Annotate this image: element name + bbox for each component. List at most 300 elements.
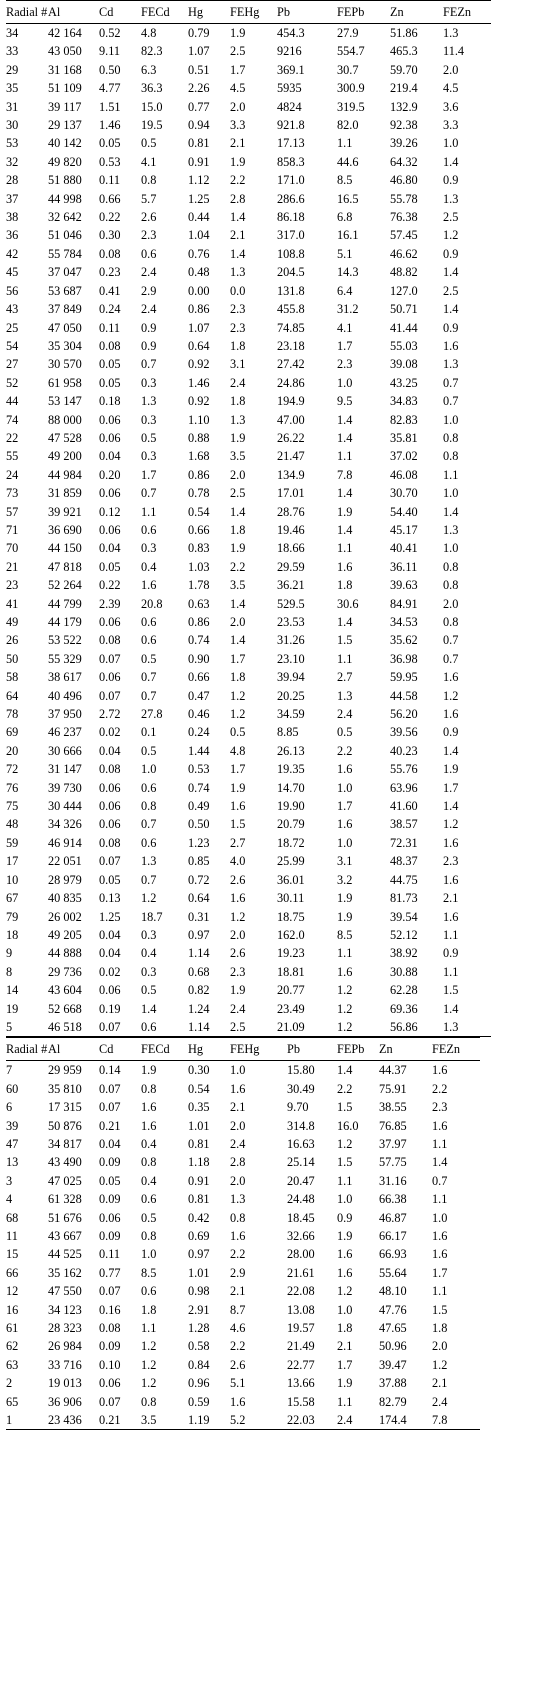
table-cell: 2.26 xyxy=(188,81,210,96)
table-cell: 1.7 xyxy=(141,467,157,482)
table-cell: 0.8 xyxy=(230,1210,246,1225)
table-cell: 0.6 xyxy=(141,1192,157,1207)
table-cell: 1.6 xyxy=(337,762,353,777)
table-cell: 29 137 xyxy=(48,118,82,133)
table-cell: 0.54 xyxy=(188,1081,210,1096)
table-cell: 49 200 xyxy=(48,449,82,464)
table-cell: 0.02 xyxy=(99,964,121,979)
table-cell: 30 666 xyxy=(48,743,82,758)
table-cell: 1.2 xyxy=(141,1376,157,1391)
table-cell: 1.4 xyxy=(443,504,459,519)
table-cell: 4.1 xyxy=(141,154,157,169)
table-cell: 69 xyxy=(6,725,19,740)
table-row xyxy=(6,742,491,760)
table-cell: 455.8 xyxy=(277,302,305,317)
table-cell: 2.72 xyxy=(99,707,121,722)
table-cell: 1.4 xyxy=(230,246,246,261)
table-cell: 71 xyxy=(6,522,19,537)
table-row xyxy=(6,631,491,649)
table-cell: 2.0 xyxy=(230,99,246,114)
table-cell: 75.91 xyxy=(379,1081,407,1096)
table-cell: 0.06 xyxy=(99,430,121,445)
table-cell: 46 914 xyxy=(48,835,82,850)
table-cell: 45 xyxy=(6,265,19,280)
table-cell: 1.8 xyxy=(337,578,353,593)
table-cell: 56.20 xyxy=(390,707,418,722)
table-row xyxy=(6,1282,480,1300)
table-cell: 0.30 xyxy=(99,228,121,243)
table-cell: 2.1 xyxy=(230,136,246,151)
table-cell: 32 xyxy=(6,154,19,169)
table-cell: 35 810 xyxy=(48,1081,82,1096)
table-cell: 0.07 xyxy=(99,651,121,666)
table-cell: 0.49 xyxy=(188,799,210,814)
table-cell: 0.8 xyxy=(443,578,459,593)
table-cell: 26 xyxy=(6,633,19,648)
table-cell: 34 817 xyxy=(48,1136,82,1151)
table-cell: 51 676 xyxy=(48,1210,82,1225)
table-cell: 0.24 xyxy=(188,725,210,740)
table-cell: 0.16 xyxy=(99,1302,121,1317)
table-cell: 53 147 xyxy=(48,394,82,409)
table-cell: 1.4 xyxy=(432,1155,448,1170)
table-row xyxy=(6,245,491,263)
table-cell: 0.11 xyxy=(99,1247,121,1262)
table-cell: 21.09 xyxy=(277,1019,305,1034)
table-cell: 1.2 xyxy=(141,891,157,906)
table-cell: 1.4 xyxy=(337,412,353,427)
table-cell: 0.66 xyxy=(188,522,210,537)
table-row xyxy=(6,1098,480,1116)
table-cell: 1.1 xyxy=(337,541,353,556)
table-cell: 92.38 xyxy=(390,118,418,133)
table-cell: 1.0 xyxy=(443,136,459,151)
table-cell: 8.5 xyxy=(141,1265,157,1280)
table-cell: 21.61 xyxy=(287,1265,315,1280)
table-cell: 1.6 xyxy=(230,891,246,906)
table-cell: 1.9 xyxy=(337,1229,353,1243)
table-cell: 66.38 xyxy=(379,1192,407,1207)
table-cell: 47.65 xyxy=(379,1321,407,1336)
table-row xyxy=(6,650,491,668)
table-cell: 0.64 xyxy=(188,338,210,353)
table-cell: 56.86 xyxy=(390,1019,418,1034)
table-cell: 0.08 xyxy=(99,762,121,777)
table-cell: 2.2 xyxy=(230,1247,246,1262)
table-cell: 3.2 xyxy=(337,872,353,887)
table-row xyxy=(6,447,491,465)
table-cell: 28.00 xyxy=(287,1247,315,1262)
table-cell: 1.9 xyxy=(230,983,246,998)
table-cell: 16 xyxy=(6,1302,19,1317)
table-cell: 0.6 xyxy=(141,246,157,261)
table-cell: 0.6 xyxy=(141,780,157,795)
table-cell: 39.94 xyxy=(277,670,305,685)
table-cell: 0.8 xyxy=(443,559,459,574)
table-cell: 47 818 xyxy=(48,559,82,574)
table-cell: 2.0 xyxy=(230,1173,246,1188)
table-cell: 49 205 xyxy=(48,927,82,942)
table-cell: 0.11 xyxy=(99,320,121,335)
table-cell: 204.5 xyxy=(277,265,305,280)
table-cell: 0.06 xyxy=(99,522,121,537)
table-cell: 61 958 xyxy=(48,375,82,390)
table-row xyxy=(6,1172,480,1190)
table-cell: 0.81 xyxy=(188,136,210,151)
table-cell: 1.0 xyxy=(337,375,353,390)
table-row xyxy=(6,61,491,79)
table-cell: 0.09 xyxy=(99,1229,121,1243)
table-row xyxy=(6,889,491,907)
table-cell: 30.7 xyxy=(337,62,359,77)
table-cell: 37.88 xyxy=(379,1376,407,1391)
table-cell: 1.3 xyxy=(230,412,246,427)
table-cell: 37 849 xyxy=(48,302,82,317)
table-cell: 0.79 xyxy=(188,26,210,40)
table-cell: 8.5 xyxy=(337,173,353,188)
table-cell: 0.4 xyxy=(141,946,157,961)
table-cell: 82.3 xyxy=(141,44,163,59)
table-cell: 39.47 xyxy=(379,1357,407,1372)
table-cell: 55 784 xyxy=(48,246,82,261)
table-cell: 44 984 xyxy=(48,467,82,482)
table-cell: 39.08 xyxy=(390,357,418,372)
table-cell: 52.12 xyxy=(390,927,418,942)
table-cell: 60 xyxy=(6,1081,19,1096)
table-cell: 0.12 xyxy=(99,504,121,519)
table-cell: 16.63 xyxy=(287,1136,315,1151)
table-cell: 1.0 xyxy=(432,1210,448,1225)
table-cell: 18.81 xyxy=(277,964,305,979)
table-cell: 0.8 xyxy=(141,1155,157,1170)
table-cell: 0.81 xyxy=(188,1192,210,1207)
table-cell: 74 xyxy=(6,412,19,427)
table-cell: 0.08 xyxy=(99,835,121,850)
table-cell: 52 xyxy=(6,375,19,390)
table-cell: 5.1 xyxy=(230,1376,246,1391)
table-cell: 0.22 xyxy=(99,578,121,593)
table-cell: 1.2 xyxy=(337,1284,353,1299)
table-cell: 2.3 xyxy=(432,1100,448,1115)
table-cell: 46 237 xyxy=(48,725,82,740)
table-cell: 1.8 xyxy=(141,1302,157,1317)
table-cell: 29.59 xyxy=(277,559,305,574)
table-cell: 2.3 xyxy=(230,964,246,979)
table-row xyxy=(6,226,491,244)
table-cell: 1.68 xyxy=(188,449,210,464)
table-cell: 1.46 xyxy=(188,375,210,390)
table-cell: 46.87 xyxy=(379,1210,407,1225)
table-cell: 1.1 xyxy=(337,651,353,666)
table-cell: 5.7 xyxy=(141,191,157,206)
table-cell: 1.7 xyxy=(337,1357,353,1372)
table-cell: 0.5 xyxy=(337,725,353,740)
table-cell: 3.6 xyxy=(443,99,459,114)
table-cell: 3 xyxy=(6,1173,13,1188)
table-cell: 34 326 xyxy=(48,817,82,832)
table-cell: 0.8 xyxy=(141,1081,157,1096)
table-cell: 25.14 xyxy=(287,1155,315,1170)
table-cell: 1.4 xyxy=(337,486,353,501)
table-cell: 2.0 xyxy=(230,1118,246,1133)
table-cell: 0.91 xyxy=(188,1173,210,1188)
table-row xyxy=(6,319,491,337)
table-cell: 19.5 xyxy=(141,118,163,133)
table-cell: 1.5 xyxy=(230,817,246,832)
table-cell: 1.4 xyxy=(141,1001,157,1016)
table-cell: 317.0 xyxy=(277,228,305,243)
table-cell: 1.01 xyxy=(188,1265,210,1280)
table-cell: 18.72 xyxy=(277,835,305,850)
column-header: FEHg xyxy=(230,1042,260,1057)
table-cell: 0.92 xyxy=(188,394,210,409)
table-cell: 36 xyxy=(6,228,19,243)
table-cell: 2.7 xyxy=(337,670,353,685)
table-cell: 0.05 xyxy=(99,1173,121,1188)
table-row xyxy=(6,687,491,705)
table-cell: 65 xyxy=(6,1394,19,1409)
table-cell: 4.77 xyxy=(99,81,121,96)
table-cell: 1.25 xyxy=(99,909,121,924)
table-cell: 3.1 xyxy=(230,357,246,372)
table-cell: 37.02 xyxy=(390,449,418,464)
table-cell: 0.5 xyxy=(141,743,157,758)
table-cell: 19.90 xyxy=(277,799,305,814)
table-cell: 0.06 xyxy=(99,1376,121,1391)
table-cell: 0.7 xyxy=(443,394,459,409)
table-cell: 32 642 xyxy=(48,210,82,225)
table-row xyxy=(6,24,491,43)
table-cell: 0.46 xyxy=(188,707,210,722)
table-cell: 1.6 xyxy=(443,872,459,887)
table-cell: 19 xyxy=(6,1001,19,1016)
table-cell: 0.05 xyxy=(99,559,121,574)
table-cell: 62.28 xyxy=(390,983,418,998)
table-cell: 0.8 xyxy=(141,1394,157,1409)
table-cell: 31 xyxy=(6,99,19,114)
table-cell: 2.5 xyxy=(230,44,246,59)
table-cell: 1.9 xyxy=(230,26,246,40)
table-cell: 2.5 xyxy=(443,283,459,298)
table-cell: 25.99 xyxy=(277,854,305,869)
table-cell: 63.96 xyxy=(390,780,418,795)
table-cell: 19.23 xyxy=(277,946,305,961)
table-cell: 1.3 xyxy=(141,394,157,409)
column-header: FEHg xyxy=(230,5,260,19)
table-cell: 8.5 xyxy=(337,927,353,942)
table-cell: 7 xyxy=(6,1063,13,1078)
table-cell: 58 xyxy=(6,670,19,685)
table-cell: 47 528 xyxy=(48,430,82,445)
table-cell: 1.3 xyxy=(443,191,459,206)
table-cell: 2.1 xyxy=(230,1284,246,1299)
table-cell: 1.14 xyxy=(188,946,210,961)
table-cell: 1.1 xyxy=(432,1192,448,1207)
table-cell: 0.9 xyxy=(443,173,459,188)
table-cell: 4.5 xyxy=(230,81,246,96)
table-cell: 29 736 xyxy=(48,964,82,979)
table-cell: 2.39 xyxy=(99,596,121,611)
table-cell: 1.0 xyxy=(443,412,459,427)
table-cell: 38 xyxy=(6,210,19,225)
table-cell: 0.07 xyxy=(99,1100,121,1115)
table-cell: 48 xyxy=(6,817,19,832)
table-cell: 84.91 xyxy=(390,596,418,611)
table-cell: 1.01 xyxy=(188,1118,210,1133)
column-header: Al xyxy=(48,1042,61,1057)
table-cell: 1.5 xyxy=(432,1302,448,1317)
table-row xyxy=(6,392,491,410)
table-cell: 43 490 xyxy=(48,1155,82,1170)
table-cell: 0.5 xyxy=(141,651,157,666)
table-cell: 1.8 xyxy=(432,1321,448,1336)
table-cell: 1.51 xyxy=(99,99,121,114)
table-cell: 50 876 xyxy=(48,1118,82,1133)
table-cell: 0.04 xyxy=(99,927,121,942)
table-cell: 0.31 xyxy=(188,909,210,924)
table-cell: 1.8 xyxy=(337,1321,353,1336)
table-cell: 43 604 xyxy=(48,983,82,998)
table-cell: 5.1 xyxy=(337,246,353,261)
table-cell: 0.51 xyxy=(188,62,210,77)
table-cell: 300.9 xyxy=(337,81,365,96)
table-cell: 2.1 xyxy=(432,1376,448,1391)
table-cell: 59.70 xyxy=(390,62,418,77)
table-cell: 21 xyxy=(6,559,19,574)
table-cell: 18.66 xyxy=(277,541,305,556)
table-cell: 49 820 xyxy=(48,154,82,169)
table-row xyxy=(6,1411,480,1430)
table-row xyxy=(6,926,491,944)
table-cell: 13 xyxy=(6,1155,19,1170)
table-cell: 921.8 xyxy=(277,118,305,133)
table-cell: 3.1 xyxy=(337,854,353,869)
table-cell: 0.08 xyxy=(99,633,121,648)
table-cell: 68 xyxy=(6,1210,19,1225)
table-row xyxy=(6,1301,480,1319)
table-cell: 30 xyxy=(6,118,19,133)
table-cell: 1.1 xyxy=(443,467,459,482)
table-cell: 24 xyxy=(6,467,19,482)
table-cell: 52 668 xyxy=(48,1001,82,1016)
table-cell: 171.0 xyxy=(277,173,305,188)
table-cell: 1.8 xyxy=(230,522,246,537)
table-cell: 34 xyxy=(6,26,19,40)
table-cell: 127.0 xyxy=(390,283,418,298)
table-cell: 30.70 xyxy=(390,486,418,501)
table-cell: 1.5 xyxy=(337,633,353,648)
table-cell: 1.12 xyxy=(188,173,210,188)
table-cell: 1.6 xyxy=(141,1100,157,1115)
table-cell: 51 880 xyxy=(48,173,82,188)
table-cell: 37.97 xyxy=(379,1136,407,1151)
table-cell: 0.05 xyxy=(99,872,121,887)
table-cell: 2.6 xyxy=(230,1357,246,1372)
table-cell: 19.57 xyxy=(287,1321,315,1336)
table-cell: 47.00 xyxy=(277,412,305,427)
table-cell: 55.78 xyxy=(390,191,418,206)
table-cell: 0.85 xyxy=(188,854,210,869)
table-row xyxy=(6,466,491,484)
table-cell: 54 xyxy=(6,338,19,353)
table-cell: 0.83 xyxy=(188,541,210,556)
table-cell: 0.19 xyxy=(99,1001,121,1016)
column-header: Pb xyxy=(277,5,290,19)
table-row xyxy=(6,668,491,686)
table-cell: 1.2 xyxy=(443,228,459,243)
table-cell: 72 xyxy=(6,762,19,777)
table-cell: 20.77 xyxy=(277,983,305,998)
table-cell: 27 xyxy=(6,357,19,372)
table-cell: 1.14 xyxy=(188,1019,210,1034)
table-cell: 2.6 xyxy=(141,210,157,225)
table-cell: 39.56 xyxy=(390,725,418,740)
table-cell: 36 906 xyxy=(48,1394,82,1409)
table-cell: 44 150 xyxy=(48,541,82,556)
table-cell: 13.66 xyxy=(287,1376,315,1391)
table-cell: 16.1 xyxy=(337,228,359,243)
table-row xyxy=(6,1264,480,1282)
column-header: FEPb xyxy=(337,5,365,19)
table-cell: 31 168 xyxy=(48,62,82,77)
table-cell: 15.80 xyxy=(287,1063,315,1078)
column-header: Cd xyxy=(99,1042,114,1057)
table-cell: 35 162 xyxy=(48,1265,82,1280)
table-cell: 0.11 xyxy=(99,173,121,188)
table-row xyxy=(6,595,491,613)
table-cell: 15.0 xyxy=(141,99,163,114)
table-cell: 0.08 xyxy=(99,246,121,261)
table-cell: 29 959 xyxy=(48,1063,82,1078)
table-cell: 66.93 xyxy=(379,1247,407,1262)
table-cell: 0.58 xyxy=(188,1339,210,1354)
table-cell: 174.4 xyxy=(379,1413,407,1428)
table-row xyxy=(6,852,491,870)
table-cell: 108.8 xyxy=(277,246,305,261)
table-cell: 1.03 xyxy=(188,559,210,574)
table-cell: 44 179 xyxy=(48,615,82,629)
table-cell: 1.2 xyxy=(443,688,459,703)
table-cell: 0.4 xyxy=(141,1173,157,1188)
table-row xyxy=(6,1227,480,1245)
table-cell: 0.77 xyxy=(99,1265,121,1280)
table-row xyxy=(6,1374,480,1392)
table-cell: 27.8 xyxy=(141,707,163,722)
table-cell: 0.53 xyxy=(188,762,210,777)
table-cell: 64 xyxy=(6,688,19,703)
table-cell: 2.2 xyxy=(230,173,246,188)
table-cell: 0.10 xyxy=(99,1357,121,1372)
table-cell: 1.6 xyxy=(432,1247,448,1262)
table-cell: 40.23 xyxy=(390,743,418,758)
table-cell: 1.0 xyxy=(141,762,157,777)
table-cell: 0.7 xyxy=(432,1173,448,1188)
table-cell: 48.82 xyxy=(390,265,418,280)
table-cell: 88 000 xyxy=(48,412,82,427)
table-cell: 9.5 xyxy=(337,394,353,409)
table-row xyxy=(6,871,491,889)
table-cell: 38.55 xyxy=(379,1100,407,1115)
table-cell: 37 xyxy=(6,191,19,206)
table-cell: 1.9 xyxy=(337,504,353,519)
table-cell: 0.8 xyxy=(141,1229,157,1243)
table-cell: 2.2 xyxy=(230,559,246,574)
table-cell: 0.52 xyxy=(99,26,121,40)
table-cell: 0.21 xyxy=(99,1413,121,1428)
table-cell: 0.23 xyxy=(99,265,121,280)
table-row xyxy=(6,1393,480,1411)
table-cell: 1.46 xyxy=(99,118,121,133)
